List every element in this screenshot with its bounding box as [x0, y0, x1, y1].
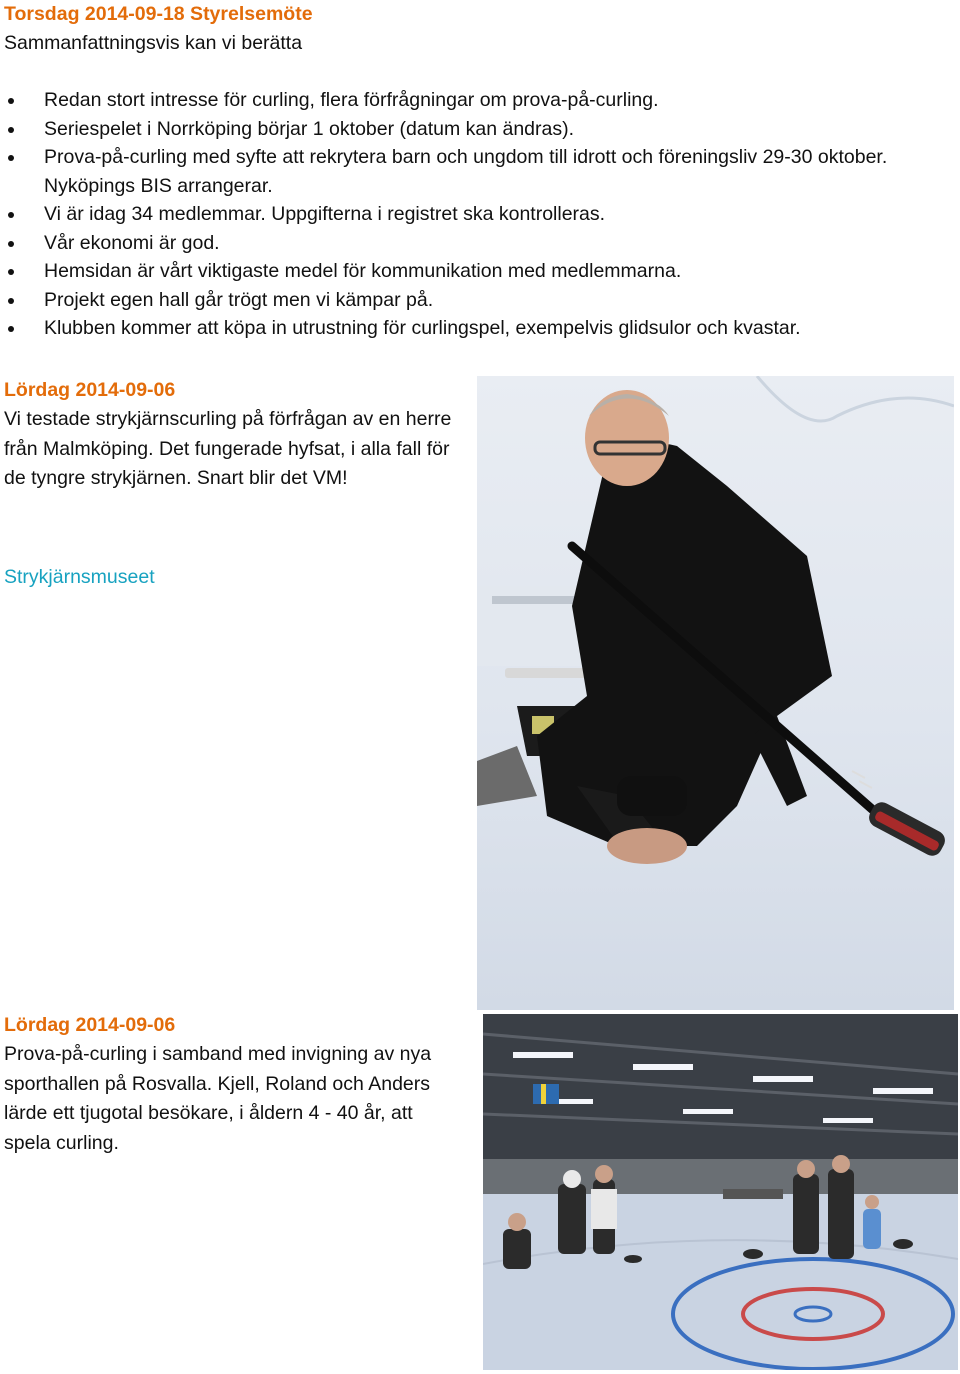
section2-heading: Lördag 2014-09-06 — [4, 379, 176, 401]
list-item: Klubben kommer att köpa in utrustning för curlingspel, exempelvis glidsulor och kvastar. — [0, 314, 950, 343]
list-item: Vi är idag 34 medlemmar. Uppgifterna i registret ska kontrolleras. — [0, 200, 950, 229]
section3-heading: Lördag 2014-09-06 — [4, 1014, 176, 1036]
list-item: Projekt egen hall går trögt men vi kämpar på. — [0, 286, 950, 315]
section2-body: Vi testade strykjärnscurling på förfrågan av en herre från Malmköping. Det fungerade hyfsat, i alla fall för de tyngre strykjärnen. Snart blir det VM! — [4, 408, 452, 489]
section1-intro: Sammanfattningsvis kan vi berätta — [4, 32, 303, 54]
list-item: Seriespelet i Norrköping börjar 1 oktober (datum kan ändras). — [0, 115, 950, 144]
list-item: Hemsidan är vårt viktigaste medel för kommunikation med medlemmarna. — [0, 257, 950, 286]
list-item: Redan stort intresse för curling, flera förfrågningar om prova-på-curling. — [0, 86, 950, 115]
list-item: Vår ekonomi är god. — [0, 229, 950, 258]
summary-list — [0, 86, 950, 343]
section3-body: Prova-på-curling i samband med invigning av nya sporthallen på Rosvalla. Kjell, Roland och Anders lärde ett tjugotal besökare, i åldern 4 - 40 år, att spela curling. — [4, 1043, 432, 1154]
section1-heading: Torsdag 2014-09-18 Styrelsemöte — [4, 3, 313, 25]
strykjarnsmuseet-link[interactable]: Strykjärnsmuseet — [4, 566, 155, 588]
list-item: Prova-på-curling med syfte att rekrytera barn och ungdom till idrott och föreningsliv 29-30 oktober. Nyköpings BIS arrangerar. — [0, 143, 950, 200]
curling-photo-2 — [483, 1014, 958, 1370]
curling-photo-1 — [477, 376, 954, 1010]
